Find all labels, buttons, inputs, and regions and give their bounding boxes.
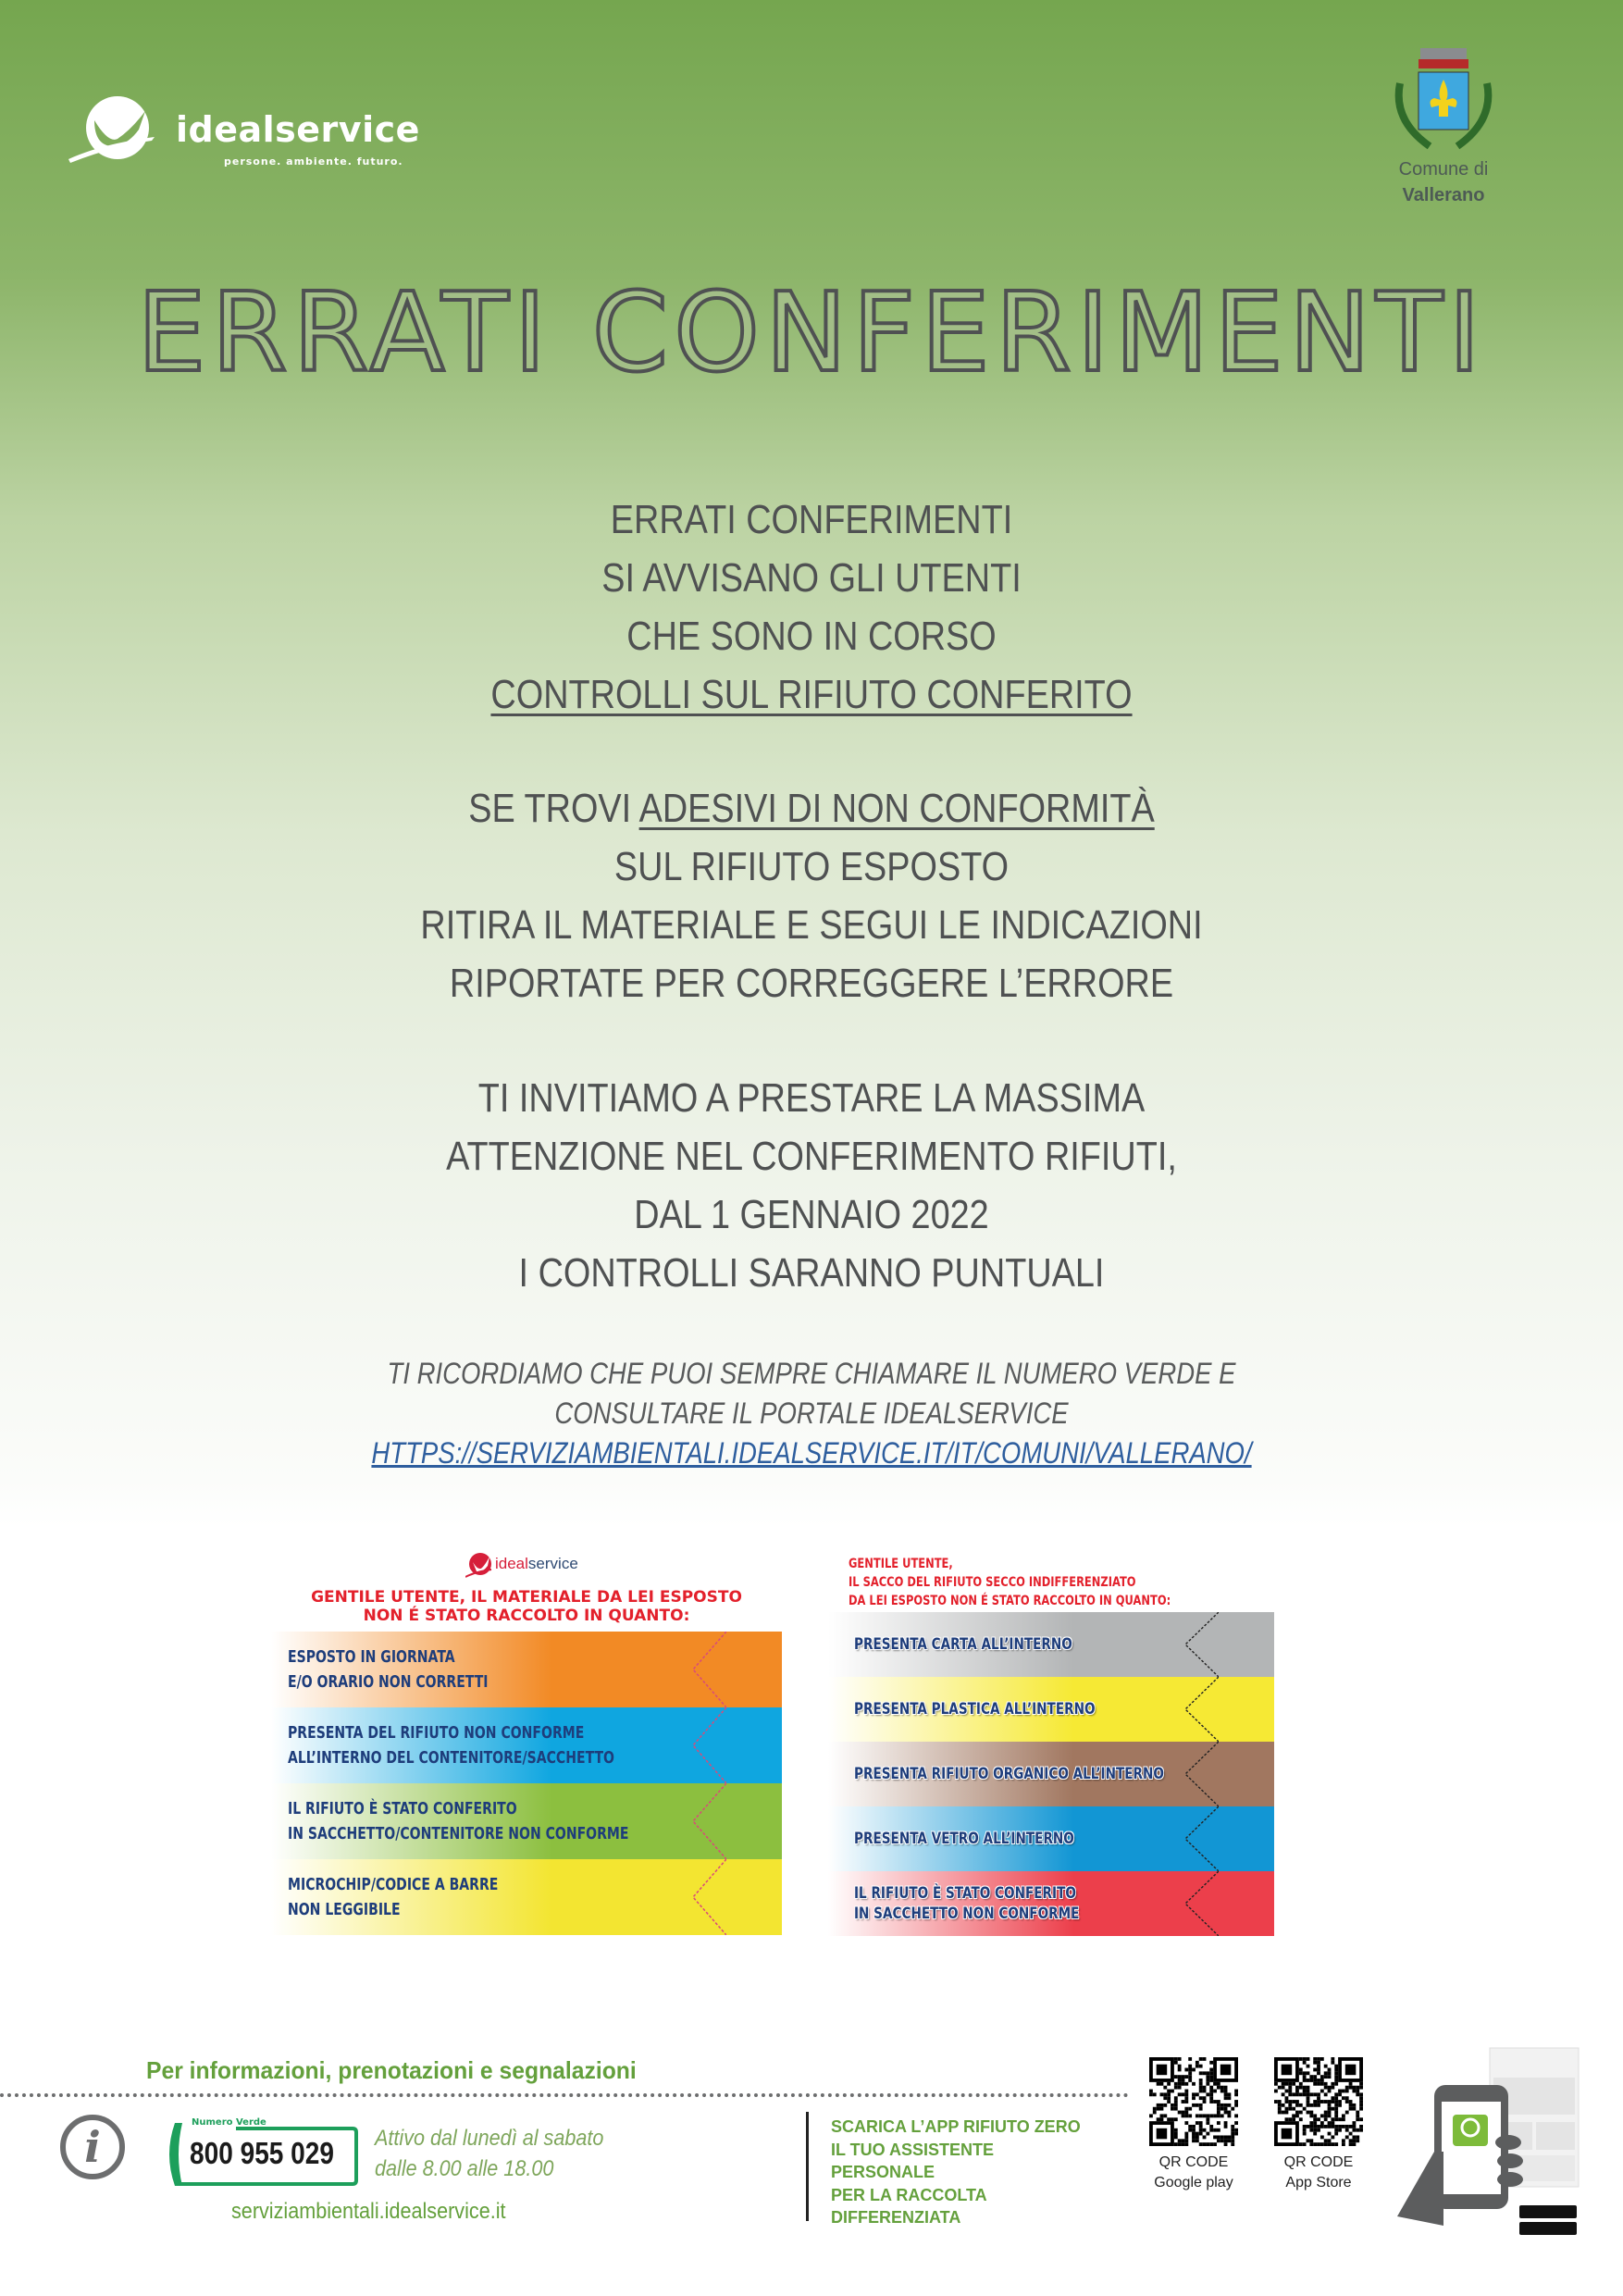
notice-line xyxy=(114,779,1509,838)
notice-block-1 xyxy=(0,490,1623,724)
sticker-reason-row xyxy=(828,1806,1274,1871)
notice-line: SI AVVISANO GLI UTENTI xyxy=(601,555,1022,601)
notice-line: ATTENZIONE NEL CONFERIMENTO RIFIUTI, xyxy=(446,1134,1177,1179)
sticker-title xyxy=(271,1588,782,1625)
app-promo-line: SCARICA L’APP RIFIUTO ZERO xyxy=(831,2117,1081,2136)
sticker-reasons xyxy=(828,1612,1274,1936)
sticker-reason-line: IN SACCHETTO NON CONFORME xyxy=(854,1905,1080,1923)
municipality-prefix: Comune di xyxy=(1398,159,1489,180)
sticker-reason-line: ESPOSTO IN GIORNATA xyxy=(288,1647,455,1667)
notice-line: SUL RIFIUTO ESPOSTO xyxy=(613,844,1010,889)
sticker-logo xyxy=(465,1551,578,1582)
sticker-title-line: IL SACCO DEL RIFIUTO SECCO INDIFFERENZIATO xyxy=(849,1575,1136,1590)
sticker-reason-text xyxy=(288,1644,488,1694)
sticker-reason-line: PRESENTA VETRO ALL’INTERNO xyxy=(854,1830,1074,1848)
sticker-reason-line: IN SACCHETTO/CONTENITORE NON CONFORME xyxy=(288,1824,629,1843)
sticker-reason-text xyxy=(288,1796,628,1846)
hours-line: dalle 8.00 alle 18.00 xyxy=(375,2156,554,2181)
notch-cut-line-icon xyxy=(1185,1742,1219,1806)
sticker-reason-line: PRESENTA RIFIUTO ORGANICO ALL’INTERNO xyxy=(854,1765,1164,1783)
vertical-divider xyxy=(806,2112,809,2221)
notice-line-underlined: CONTROLLI SUL RIFIUTO CONFERITO xyxy=(490,672,1133,717)
qr-label-line: QR CODE xyxy=(1158,2154,1229,2170)
swallow-logo-icon xyxy=(465,1551,493,1579)
sticker-title-line: GENTILE UTENTE, IL MATERIALE DA LEI ESPOSTO xyxy=(311,1588,742,1607)
sticker-reason-row xyxy=(828,1612,1274,1677)
portal-link[interactable]: HTTPS://SERVIZIAMBIENTALI.IDEALSERVICE.IT/IT/COMUNI/VALLERANO/ xyxy=(371,1436,1252,1470)
sticker-reason-text xyxy=(854,1764,1164,1784)
app-promo-line: DIFFERENZIATA xyxy=(831,2208,961,2227)
sticker-reason-text xyxy=(288,1720,614,1770)
swallow-logo-icon xyxy=(67,93,168,167)
sticker-reason-text xyxy=(854,1699,1096,1719)
qr-code-google-play[interactable] xyxy=(1149,2057,1238,2146)
notice-block-2 xyxy=(0,779,1623,1012)
sticker-reason-row xyxy=(271,1783,782,1859)
sticker-reason-line: MICROCHIP/CODICE A BARRE xyxy=(288,1875,499,1894)
notch-cut-line-icon xyxy=(1185,1806,1219,1871)
sticker-reason-text xyxy=(288,1872,498,1922)
sticker-title-line: GENTILE UTENTE, xyxy=(849,1557,953,1571)
notice-underlined: ADESIVI DI NON CONFORMITÀ xyxy=(638,786,1155,831)
app-phone-illustration xyxy=(1397,2041,1582,2235)
notch-cut-line-icon xyxy=(693,1783,726,1859)
notice-line: ERRATI CONFERIMENTI xyxy=(610,497,1013,542)
sticker-reason-row xyxy=(828,1677,1274,1742)
sticker-general xyxy=(271,1545,782,1934)
notice-line: DAL 1 GENNAIO 2022 xyxy=(634,1192,989,1237)
qr-label-line: App Store xyxy=(1285,2175,1352,2191)
municipality-name: Vallerano xyxy=(1402,185,1485,205)
sticker-reason-row xyxy=(828,1742,1274,1806)
sticker-reason-line: ALL’INTERNO DEL CONTENITORE/SACCHETTO xyxy=(288,1748,614,1768)
app-promo-line: PER LA RACCOLTA xyxy=(831,2185,987,2204)
sticker-brand xyxy=(495,1555,578,1573)
sticker-reason-text xyxy=(854,1634,1072,1655)
website-link[interactable]: serviziambientali.idealservice.it xyxy=(231,2199,506,2224)
brand-name: idealservice xyxy=(176,109,420,150)
notch-cut-line-icon xyxy=(693,1707,726,1783)
qr-pattern-icon xyxy=(1149,2057,1238,2146)
sticker-reason-row xyxy=(271,1632,782,1707)
sticker-indifferenziato xyxy=(828,1547,1274,1936)
sticker-reason-row xyxy=(828,1871,1274,1936)
page-title: ERRATI CONFERIMENTI xyxy=(137,268,1486,396)
reminder-line: CONSULTARE IL PORTALE IDEALSERVICE xyxy=(554,1396,1069,1430)
sticker-reason-line: PRESENTA PLASTICA ALL’INTERNO xyxy=(854,1700,1096,1719)
sticker-reason-line: IL RIFIUTO È STATO CONFERITO xyxy=(854,1884,1076,1903)
sticker-reason-row xyxy=(271,1707,782,1783)
notice-prefix: SE TROVI xyxy=(468,786,639,831)
notch-cut-line-icon xyxy=(1185,1871,1219,1936)
notice-line: RITIRA IL MATERIALE E SEGUI LE INDICAZIONI xyxy=(420,902,1203,948)
qr-label-google-play xyxy=(1143,2153,1245,2193)
app-promo-line: IL TUO ASSISTENTE xyxy=(831,2140,995,2159)
coat-of-arms-icon xyxy=(1383,46,1504,157)
sticker-reason-line: PRESENTA CARTA ALL’INTERNO xyxy=(854,1635,1072,1654)
notice-line: CHE SONO IN CORSO xyxy=(626,614,997,659)
municipality-crest xyxy=(1374,46,1513,213)
sticker-title-line: NON É STATO RACCOLTO IN QUANTO: xyxy=(363,1607,690,1625)
brand-tagline: persone. ambiente. futuro. xyxy=(224,155,403,168)
notch-cut-line-icon xyxy=(693,1859,726,1935)
sticker-title xyxy=(849,1555,1171,1610)
idealservice-logo xyxy=(67,93,418,176)
sticker-reason-row xyxy=(271,1859,782,1935)
notice-block-3 xyxy=(0,1069,1623,1302)
info-icon: i xyxy=(60,2115,125,2179)
app-promo xyxy=(831,2116,1081,2229)
sticker-title-line: DA LEI ESPOSTO NON É STATO RACCOLTO IN QUANTO: xyxy=(849,1594,1171,1608)
hours-line: Attivo dal lunedì al sabato xyxy=(375,2126,604,2151)
sticker-reason-text xyxy=(854,1829,1074,1849)
reminder-block xyxy=(0,1354,1623,1473)
brand-service: service xyxy=(527,1555,578,1572)
numero-verde-label: Numero Verde xyxy=(192,2117,266,2128)
notch-cut-line-icon xyxy=(693,1632,726,1707)
notch-cut-line-icon xyxy=(1185,1677,1219,1742)
hand-holding-phone-icon xyxy=(1397,2041,1582,2235)
sticker-reason-line: NON LEGGIBILE xyxy=(288,1900,401,1919)
qr-label-app-store xyxy=(1268,2153,1369,2193)
notch-cut-line-icon xyxy=(1185,1612,1219,1677)
qr-code-app-store[interactable] xyxy=(1274,2057,1363,2146)
numero-verde-box[interactable] xyxy=(162,2119,358,2190)
phone-number[interactable]: 800 955 029 xyxy=(190,2136,334,2170)
notice-line: RIPORTATE PER CORREGGERE L’ERRORE xyxy=(449,961,1174,1006)
app-promo-line: PERSONALE xyxy=(831,2163,935,2181)
qr-pattern-icon xyxy=(1274,2057,1363,2146)
service-hours xyxy=(375,2123,603,2184)
reminder-line: TI RICORDIAMO CHE PUOI SEMPRE CHIAMARE IL NUMERO VERDE E xyxy=(387,1357,1236,1390)
notice-line: I CONTROLLI SARANNO PUNTUALI xyxy=(518,1250,1105,1296)
sticker-reason-line: E/O ORARIO NON CORRETTI xyxy=(288,1672,489,1692)
sticker-reason-line: PRESENTA DEL RIFIUTO NON CONFORME xyxy=(288,1723,585,1743)
sticker-reason-text xyxy=(854,1883,1079,1924)
brand-ideal: ideal xyxy=(495,1555,528,1572)
qr-label-line: Google play xyxy=(1154,2175,1233,2191)
footer-heading: Per informazioni, prenotazioni e segnalazioni xyxy=(146,2056,637,2084)
notice-line: TI INVITIAMO A PRESTARE LA MASSIMA xyxy=(477,1075,1146,1121)
sticker-reasons xyxy=(271,1632,782,1935)
dotted-divider xyxy=(0,2093,1129,2097)
qr-label-line: QR CODE xyxy=(1283,2154,1354,2170)
sticker-reason-line: IL RIFIUTO È STATO CONFERITO xyxy=(288,1799,517,1818)
